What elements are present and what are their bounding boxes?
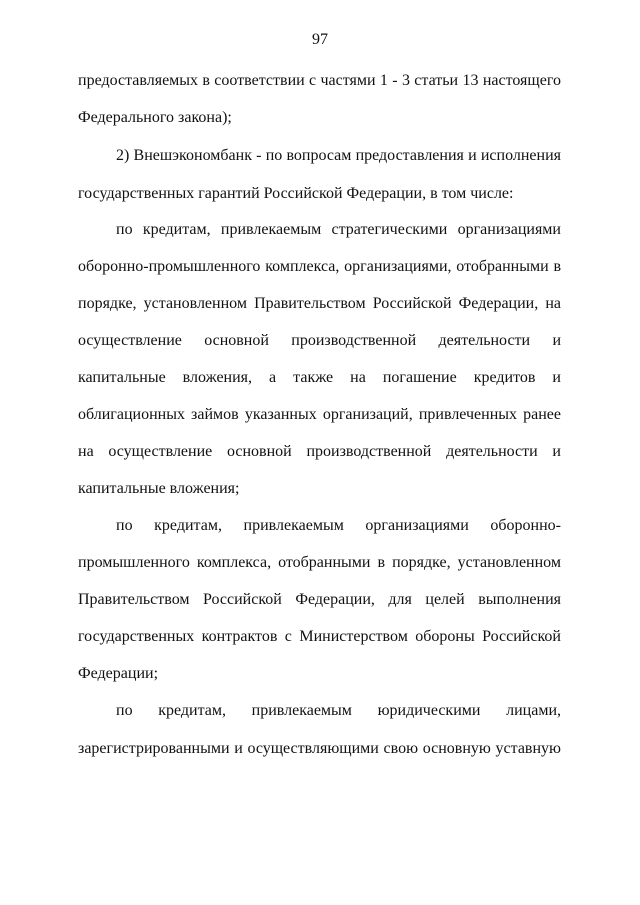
text-line: на осуществление основной производственной деятельности и — [78, 443, 561, 460]
text-line: капитальные вложения, а также на погашение кредитов и — [78, 369, 561, 386]
text-line: порядке, установленном Правительством Российской Федерации, на — [78, 295, 561, 312]
text-line: зарегистрированными и осуществляющими свою основную уставную — [78, 740, 561, 757]
text-line: государственных гарантий Российской Федерации, в том числе: — [78, 185, 514, 202]
text-line: оборонно-промышленного комплекса, организациями, отобранными в — [78, 258, 561, 275]
text-line: капитальные вложения; — [78, 480, 240, 497]
text-line: государственных контрактов с Министерством обороны Российской — [78, 628, 561, 645]
text-line: промышленного комплекса, отобранными в порядке, установленном — [78, 554, 561, 571]
text-line: по кредитам, привлекаемым организациями оборонно- — [116, 517, 561, 534]
text-line: облигационных займов указанных организаций, привлеченных ранее — [78, 406, 561, 423]
text-line: 2) Внешэкономбанк - по вопросам предоставления и исполнения — [116, 147, 561, 164]
text-line: Правительством Российской Федерации, для целей выполнения — [78, 591, 561, 608]
text-line: по кредитам, привлекаемым стратегическими организациями — [116, 221, 561, 238]
text-line: Федерации; — [78, 665, 159, 682]
text-line: Федерального закона); — [78, 109, 232, 126]
page-number: 97 — [312, 31, 328, 48]
text-line: по кредитам, привлекаемым юридическими лицами, — [116, 702, 561, 719]
text-line: осуществление основной производственной деятельности и — [78, 332, 561, 349]
text-line: предоставляемых в соответствии с частями 1 - 3 статьи 13 настоящего — [78, 72, 561, 89]
